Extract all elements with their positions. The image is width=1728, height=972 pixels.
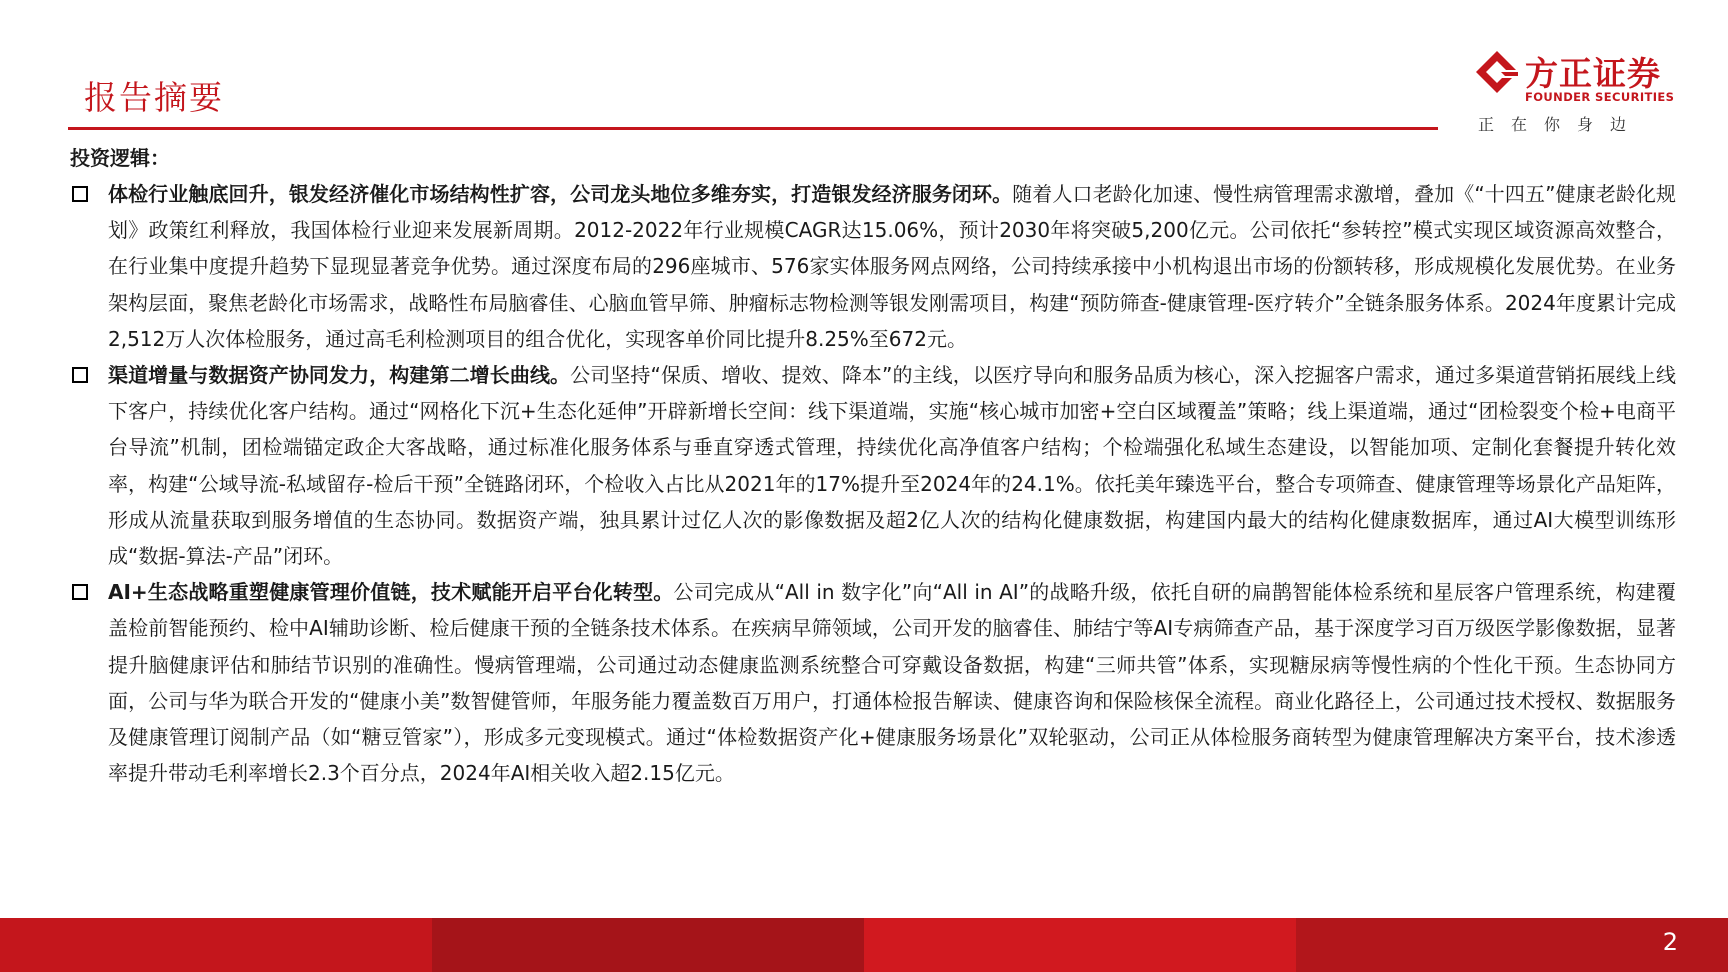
bullet-paragraph: [108, 176, 1676, 357]
founder-securities-logo: [1475, 48, 1675, 138]
report-summary-body: [70, 140, 1676, 791]
square-bullet-icon: [72, 367, 88, 383]
logo-company-name-en: FOUNDER SECURITIES: [1525, 90, 1675, 104]
bullet-body: 公司坚持“保质、增收、提效、降本”的主线，以医疗导向和服务品质为核心，深入挖掘客户需求，通过多渠道营销拓展线上线下客户，持续优化客户结构。通过“网格化下沉+生态化延伸”开辟新增长空间：线下渠道端，实施“核心城市加密+空白区域覆盖”策略；线上渠道端，通过“团检裂变个检+电商平台导流”机制，团检端锚定政企大客战略，通过标准化服务体系与垂直穿透式管理，持续优化高净值客户结构；个检端强化私域生态建设，以智能加项、定制化套餐提升转化效率，构建“公域导流-私域留存-检后干预”全链路闭环，个检收入占比从2021年的17%提升至2024年的24.1%。依托美年臻选平台，整合专项筛查、健康管理等场景化产品矩阵，形成从流量获取到服务增值的生态协同。数据资产端，独具累计过亿人次的影像数据及超2亿人次的结构化健康数据，构建国内最大的结构化健康数据库，通过AI大模型训练形成“数据-算法-产品”闭环。: [108, 363, 1677, 569]
bullet-paragraph: [108, 357, 1676, 574]
page-number: 2: [1662, 928, 1678, 956]
bullet-lead: 体检行业触底回升，银发经济催化市场结构性扩容，公司龙头地位多维夯实，打造银发经济服务闭环。: [108, 182, 1013, 206]
logo-slogan: 正在你身边: [1478, 115, 1644, 134]
bullet-body: 随着人口老龄化加速、慢性病管理需求激增，叠加《“十四五”健康老龄化规划》政策红利释放，我国体检行业迎来发展新周期。2012-2022年行业规模CAGR达15.06%，预计2030年将突破5,200亿元。公司依托“参转控”模式实现区域资源高效整合，在行业集中度提升趋势下显现显著竞争优势。通过深度布局的296座城市、576家实体服务网点网络，公司持续承接中小机构退出市场的份额转移，形成规模化发展优势。在业务架构层面，聚焦老龄化市场需求，战略性布局脑睿佳、心脑血管早筛、肿瘤标志物检测等银发刚需项目，构建“预防筛查-健康管理-医疗转介”全链条服务体系。2024年度累计完成2,512万人次体检服务，通过高毛利检测项目的组合优化，实现客单价同比提升8.25%至672元。: [108, 182, 1676, 351]
square-bullet-icon: [72, 186, 88, 202]
bullet-body: 公司完成从“All in 数字化”向“All in AI”的战略升级，依托自研的扁鹊智能体检系统和星辰客户管理系统，构建覆盖检前智能预约、检中AI辅助诊断、检后健康干预的全链条技术体系。在疾病早筛领域，公司开发的脑睿佳、肺结宁等AI专病筛查产品，基于深度学习百万级医学影像数据，显著提升脑健康评估和肺结节识别的准确性。慢病管理端，公司通过动态健康监测系统整合可穿戴设备数据，构建“三师共管”体系，实现糖尿病等慢性病的个性化干预。生态协同方面，公司与华为联合开发的“健康小美”数智健管师，年服务能力覆盖数百万用户，打通体检报告解读、健康咨询和保险核保全流程。商业化路径上，公司通过技术授权、数据服务及健康管理订阅制产品（如“糖豆管家”），形成多元变现模式。通过“体检数据资产化+健康服务场景化”双轮驱动，公司正从体检服务商转型为健康管理解决方案平台，技术渗透率提升带动毛利率增长2.3个百分点，2024年AI相关收入超2.15亿元。: [108, 580, 1676, 786]
founder-logo-icon: [1475, 50, 1519, 94]
square-bullet-icon: [72, 584, 88, 600]
bullet-item: [70, 176, 1676, 357]
section-heading: 投资逻辑：: [70, 146, 170, 170]
footer-bar: [0, 918, 1728, 972]
logo-company-name: 方正证券: [1525, 54, 1661, 93]
bullet-item: [70, 574, 1676, 791]
bullet-lead: AI+生态战略重塑健康管理价值链，技术赋能开启平台化转型。: [108, 580, 674, 605]
footer-segment: [0, 918, 432, 972]
footer-segment: [432, 918, 864, 972]
header-divider: [68, 127, 1438, 130]
bullet-paragraph: [108, 574, 1676, 791]
footer-segment: [864, 918, 1296, 972]
bullet-lead: 渠道增量与数据资产协同发力，构建第二增长曲线。: [108, 363, 571, 388]
page-title: 报告摘要: [84, 78, 224, 117]
bullet-item: [70, 357, 1676, 574]
